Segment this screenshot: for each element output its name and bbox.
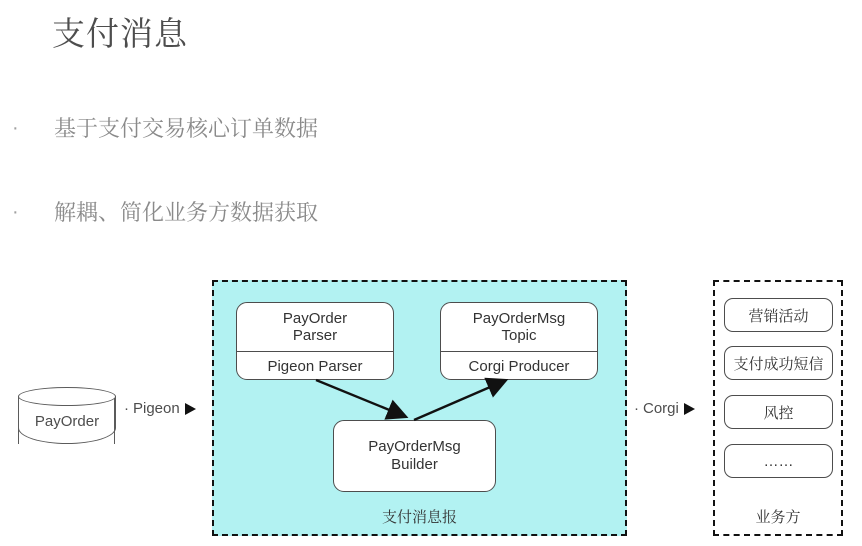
flow-arrow-corgi [634,400,695,417]
component-title-line1: PayOrder [282,309,348,327]
flow-arrow-pigeon [124,400,196,417]
component-title [441,303,597,352]
component-title-line1: PayOrderMsg [472,309,566,327]
flow-label: Corgi [643,400,679,417]
component-subtitle: Corgi Producer [468,357,570,375]
flow-marker-icon: · [634,400,639,417]
list-item: …… [724,444,833,478]
flow-marker-icon: · [124,400,129,417]
message-service-group-label: 支付消息报 [381,509,457,526]
component-title-line2: Builder [391,456,438,473]
datastore-label: PayOrder [34,413,100,430]
bullet-text: 解耦、简化业务方数据获取 [54,200,319,225]
component-title [237,303,393,352]
bullet-marker-icon: · [12,200,19,223]
component-subtitle: Pigeon Parser [267,357,363,375]
component-title-line2: Topic [501,327,537,344]
component-payordermsg-topic [440,302,598,380]
component-payorder-parser [236,302,394,380]
component-title-line1: PayOrderMsg [368,438,461,455]
bullet-marker-icon: · [12,116,19,139]
architecture-diagram [0,266,862,546]
bullet-item [12,196,318,227]
component-payordermsg-builder [333,420,496,492]
list-item: 营销活动 [724,298,833,332]
arrowhead-icon [185,403,196,415]
component-title-line2: Parser [292,327,338,344]
connector-builder-to-topic-icon [400,376,530,426]
consumer-group-label: 业务方 [755,509,801,526]
arrowhead-icon [684,403,695,415]
bullet-text: 基于支付交易核心订单数据 [54,116,319,141]
list-item: 风控 [724,395,833,429]
page-title: 支付消息 [52,15,188,52]
cylinder-top-ellipse [18,387,116,406]
list-item: 支付成功短信 [724,346,833,380]
flow-label: Pigeon [133,400,180,417]
bullet-item [12,112,318,143]
database-cylinder-icon [18,387,118,445]
